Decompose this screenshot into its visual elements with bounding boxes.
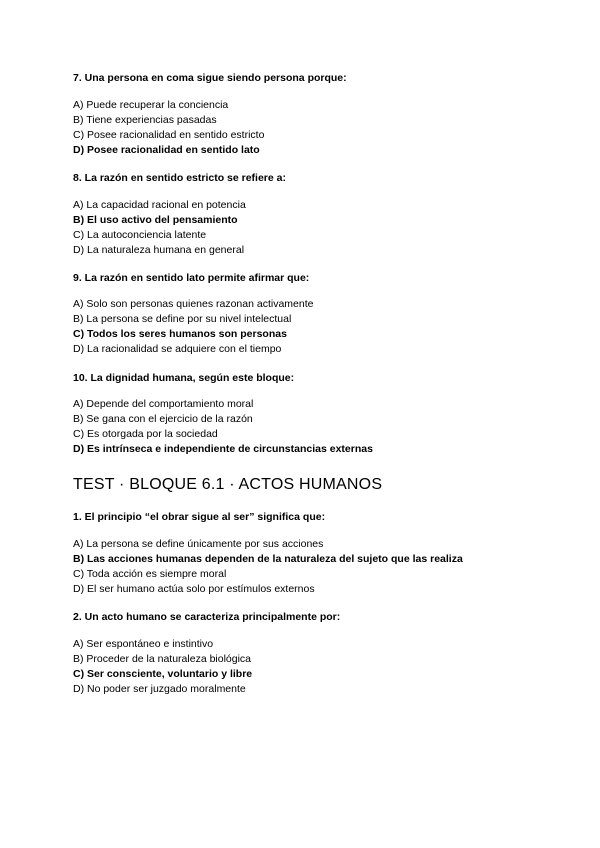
question-10-option-a: A) Depende del comportamiento moral [73,398,254,410]
section-heading: TEST · BLOQUE 6.1 · ACTOS HUMANOS [73,476,383,493]
question-7: 7. Una persona en coma sigue siendo persona porque: [73,72,347,84]
question-9-option-c: C) Todos los seres humanos son personas [73,328,287,340]
question-10-option-d: D) Es intrínseca e independiente de circunstancias externas [73,443,373,455]
question-b2-option-c: C) Ser consciente, voluntario y libre [73,668,253,680]
question-9-option-d: D) La racionalidad se adquiere con el tiempo [73,343,282,355]
question-7-option-c: C) Posee racionalidad en sentido estricto [73,129,265,141]
question-b2-option-d: D) No poder ser juzgado moralmente [73,683,246,695]
question-b2: 2. Un acto humano se caracteriza principalmente por: [73,611,341,623]
question-7-option-d: D) Posee racionalidad en sentido lato [73,144,260,156]
question-b1-option-d: D) El ser humano actúa solo por estímulos externos [73,583,315,595]
question-9: 9. La razón en sentido lato permite afirmar que: [73,272,310,284]
question-8-option-b: B) El uso activo del pensamiento [73,214,238,226]
question-10-option-b: B) Se gana con el ejercicio de la razón [73,413,253,425]
question-b1-option-a: A) La persona se define únicamente por sus acciones [73,538,324,550]
question-8: 8. La razón en sentido estricto se refiere a: [73,172,286,184]
question-8-option-c: C) La autoconciencia latente [73,229,207,241]
question-b2-option-a: A) Ser espontáneo e instintivo [73,638,214,650]
question-b2-option-b: B) Proceder de la naturaleza biológica [73,653,252,665]
question-8-option-a: A) La capacidad racional en potencia [73,199,246,211]
question-b1-option-b: B) Las acciones humanas dependen de la naturaleza del sujeto que las realiza [73,553,463,565]
question-7-option-a: A) Puede recuperar la conciencia [73,99,229,111]
question-9-option-b: B) La persona se define por su nivel intelectual [73,313,292,325]
question-8-option-d: D) La naturaleza humana en general [73,244,245,256]
question-10-option-c: C) Es otorgada por la sociedad [73,428,218,440]
question-b1: 1. El principio “el obrar sigue al ser” significa que: [73,511,326,523]
question-10: 10. La dignidad humana, según este bloque: [73,372,295,384]
question-9-option-a: A) Solo son personas quienes razonan activamente [73,298,314,310]
question-b1-option-c: C) Toda acción es siempre moral [73,568,227,580]
question-7-option-b: B) Tiene experiencias pasadas [73,114,217,126]
